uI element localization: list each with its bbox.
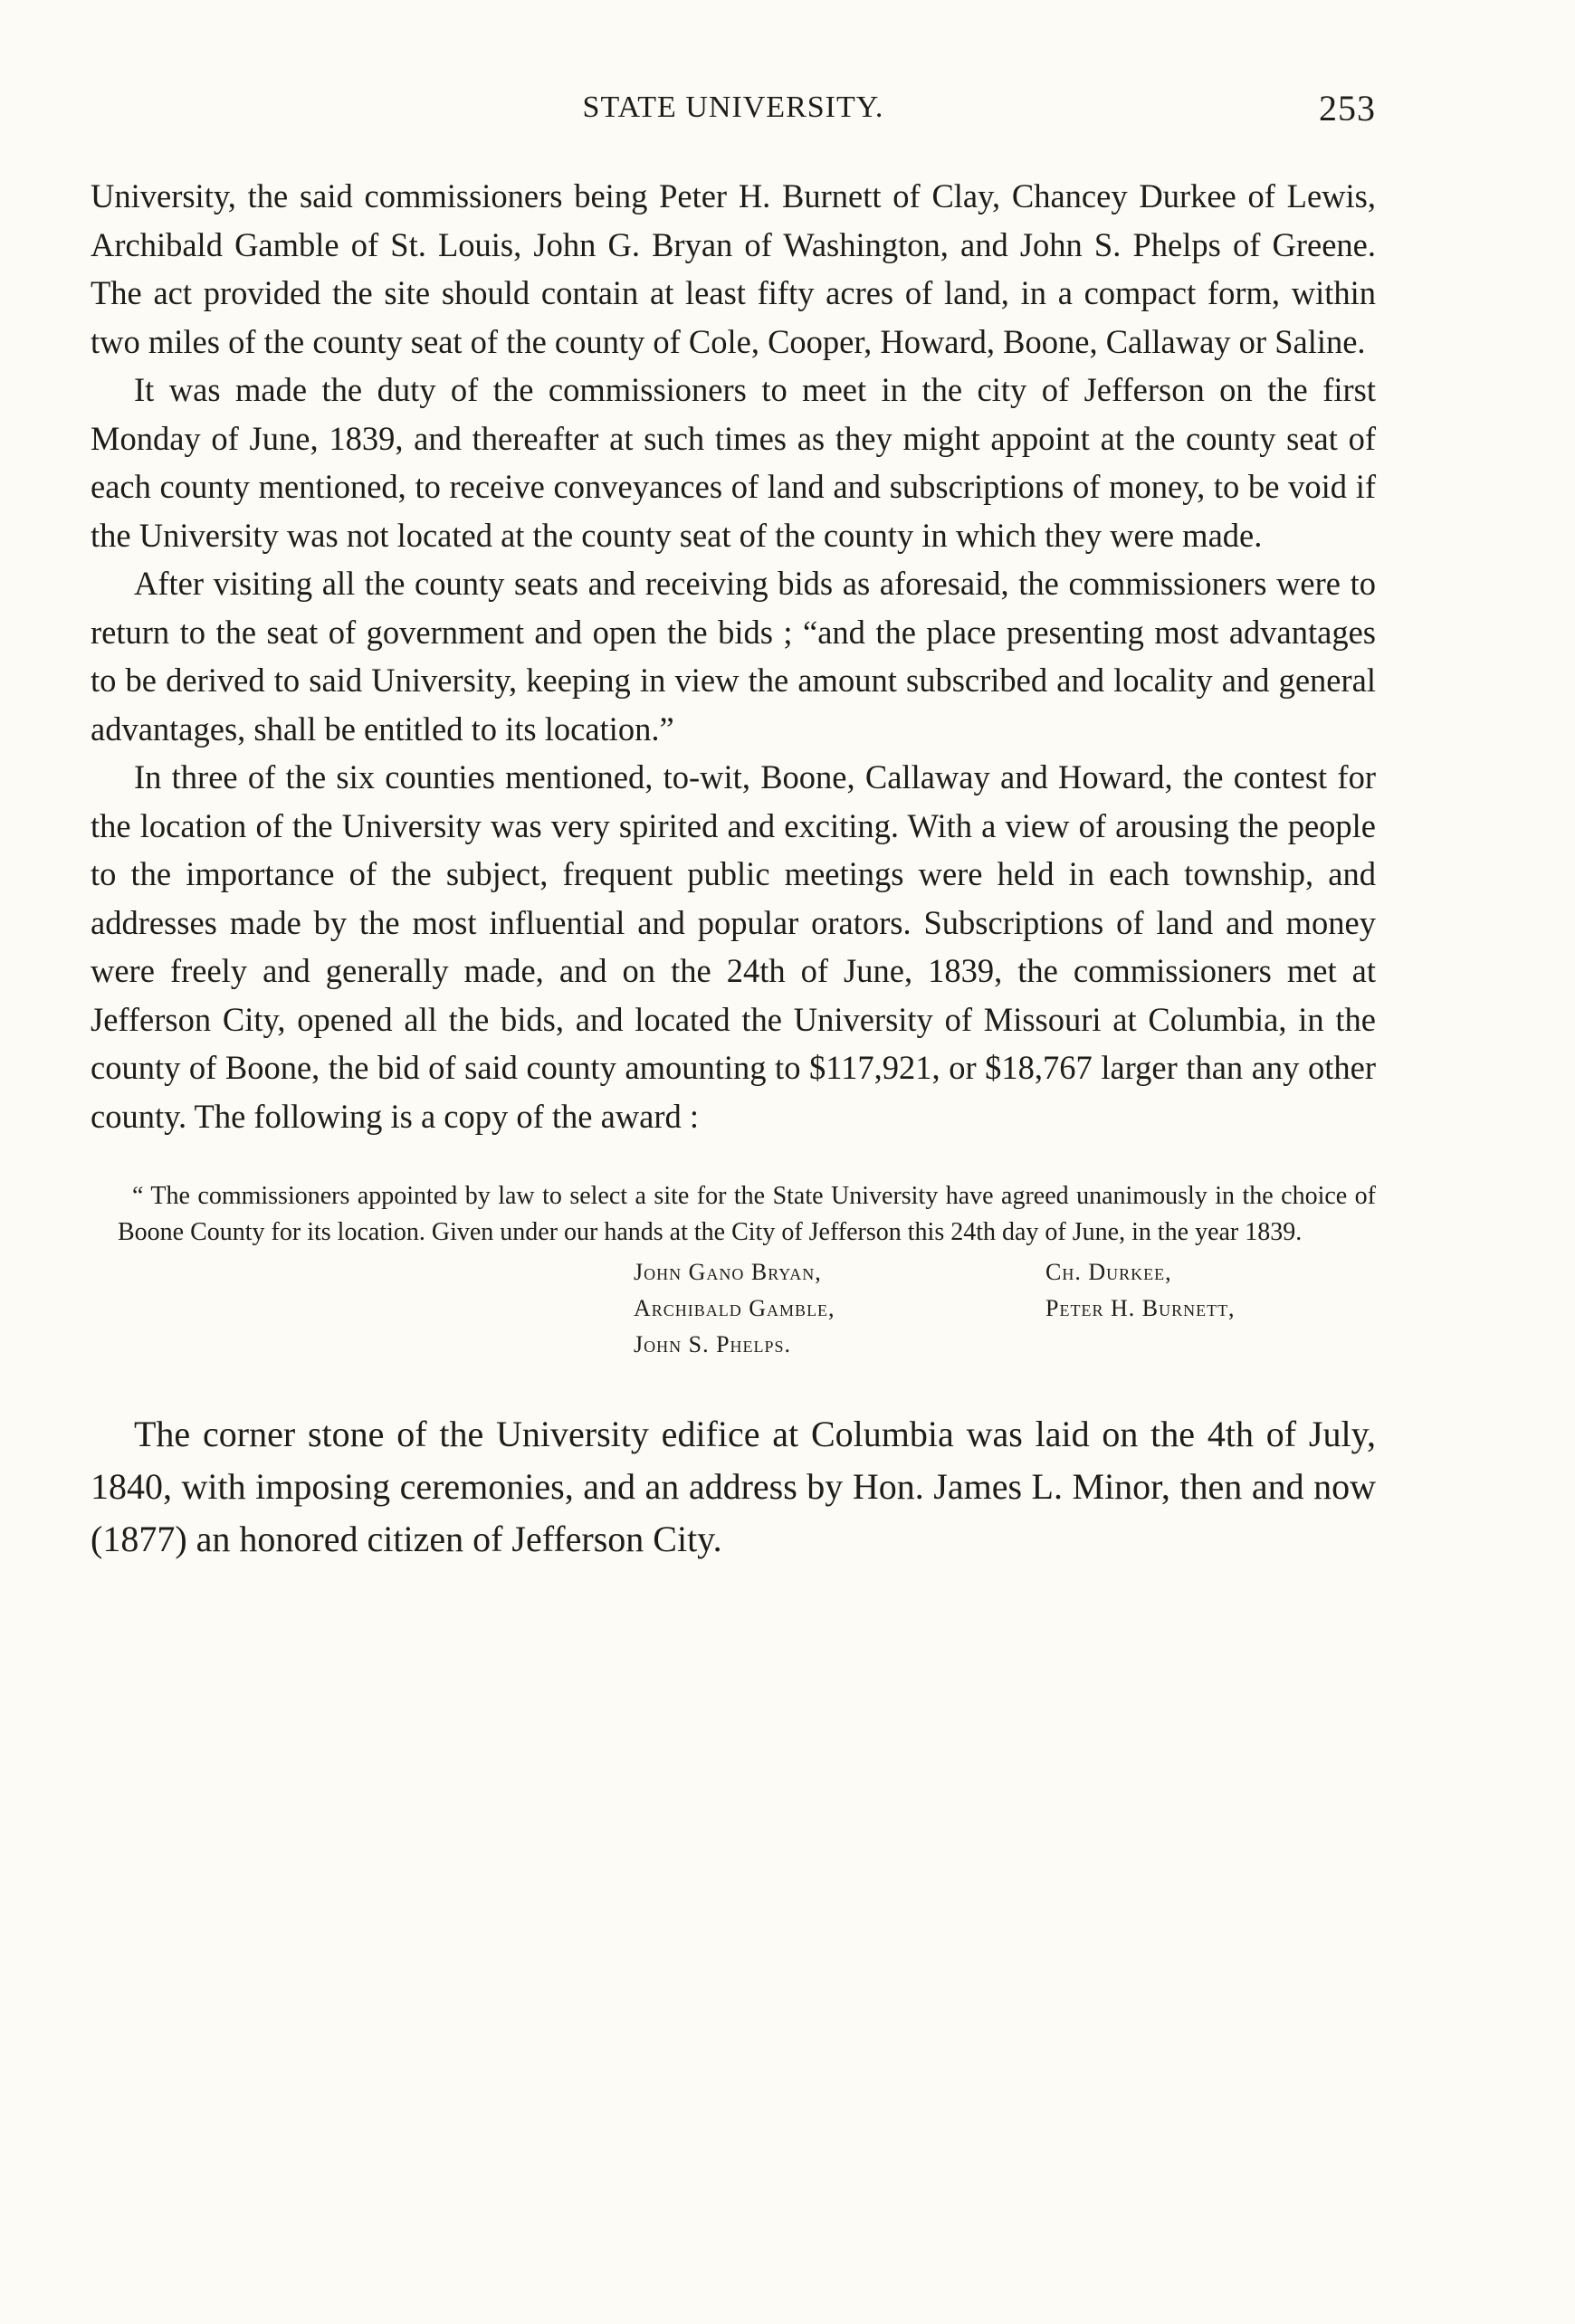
award-quote — [118, 1178, 1376, 1251]
award-text: “ The commissioners appointed by law to select a site for the State University have agreed unanimously in the choice of Boone County for its location. Given under our hands at the City of Jefferson this 24th day of June, in the year 1839. — [118, 1182, 1376, 1246]
closing-section — [91, 1408, 1376, 1566]
paragraph: After visiting all the county seats and receiving bids as aforesaid, the commissioners were to return to the seat of government and open the bids ; “and the place presenting most advantages to be derived to said University, keeping in view the amount subscribed and locality and general advantages, shall be entitled to its location.” — [91, 565, 1376, 748]
page-number: 253 — [1319, 88, 1376, 129]
signatories — [634, 1254, 1376, 1363]
signatory: Archibald Gamble, — [634, 1295, 835, 1321]
book-page — [91, 90, 1376, 1566]
signatory: John Gano Bryan, — [634, 1259, 822, 1285]
closing-paragraph: The corner stone of the University edifice at Columbia was laid on the 4th of July, 1840, with imposing ceremonies, and an address by Hon. James L. Minor, then and now (1877) an honored citizen of Jefferson City. — [91, 1414, 1376, 1559]
signatory: John S. Phelps. — [634, 1331, 792, 1357]
paragraph: It was made the duty of the commissioners to meet in the city of Jefferson on the first Monday of June, 1839, and thereafter at such times as they might appoint at the county seat of each county mentioned, to receive conveyances of land and subscriptions of money, to be void if the University was not located at the county seat of the county in which they were made. — [91, 371, 1376, 554]
body-text — [91, 172, 1376, 1140]
signatory: Peter H. Burnett, — [1045, 1295, 1236, 1321]
paragraph: In three of the six counties mentioned, to-wit, Boone, Callaway and Howard, the contest for the location of the University was very spirited and exciting. With a view of arousing the people to the importance of the subject, frequent public meetings were held in each township, and addresses made by the most influential and popular orators. Subscriptions of land and money were freely and generally made, and on the 24th of June, 1839, the commissioners met at Jefferson City, opened all the bids, and located the University of Missouri at Columbia, in the county of Boone, the bid of said county amounting to $117,921, or $18,767 larger than any other county. The following is a copy of the award : — [91, 758, 1376, 1135]
paragraph-continued: University, the said commissioners being Peter H. Burnett of Clay, Chancey Durkee of Lewis, Archibald Gamble of St. Louis, John G. Bryan of Washington, and John S. Phelps of Greene. The act provided the site should contain at least fifty acres of land, in a compact form, within two miles of the county seat of the county of Cole, Cooper, Howard, Boone, Callaway or Saline. — [91, 177, 1376, 360]
running-head — [91, 90, 1376, 145]
running-title: STATE UNIVERSITY. — [582, 90, 884, 124]
signatory: Ch. Durkee, — [1045, 1259, 1172, 1285]
